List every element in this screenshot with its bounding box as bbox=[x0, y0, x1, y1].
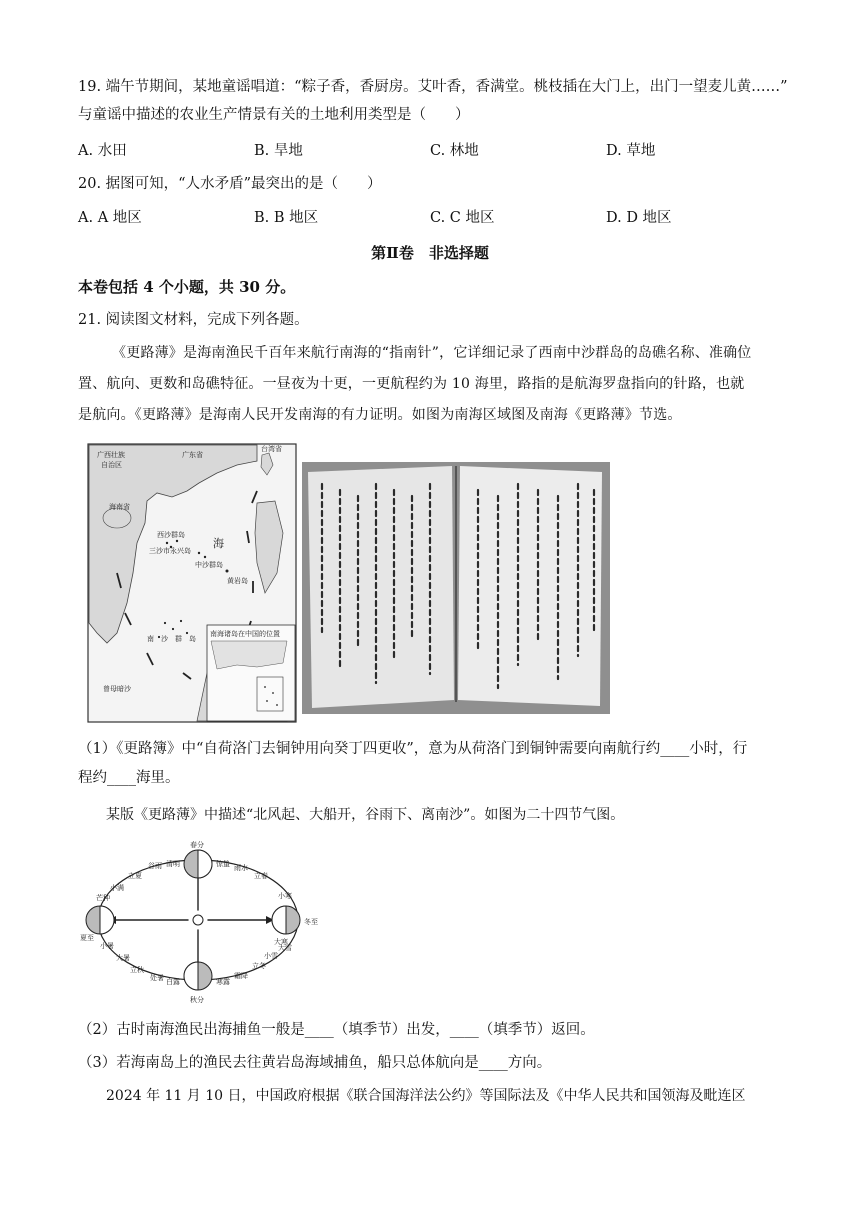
map-label-zhongsha: 中沙群岛 bbox=[195, 561, 223, 569]
q21-material-2024: 2024 年 11 月 10 日，中国政府根据《联合国海洋法公约》等国际法及《中华人民共和国领海及毗连区 bbox=[106, 1088, 746, 1104]
term-dahan: 大寒 bbox=[274, 938, 288, 946]
map-label-taiwan: 台湾省 bbox=[261, 445, 282, 453]
q21-sub3: （3）若海南岛上的渔民去往黄岩岛海域捕鱼，船只总体航向是____方向。 bbox=[78, 1055, 552, 1071]
term-liqiu: 立秋 bbox=[130, 966, 144, 974]
term-hanlu: 寒露 bbox=[216, 978, 230, 986]
q21-sub1-line2: 程约____海里。 bbox=[78, 770, 180, 786]
term-qiufen: 秋分 bbox=[190, 996, 204, 1004]
term-yushui: 雨水 bbox=[234, 864, 248, 872]
q19-option-a[interactable]: A. 水田 bbox=[78, 143, 127, 159]
term-bailu: 白露 bbox=[166, 978, 180, 986]
q21-sub2: （2）古时南海渔民出海捕鱼一般是____（填季节）出发，____（填季节）返回。 bbox=[78, 1022, 595, 1038]
map-label-sea: 海 bbox=[213, 537, 224, 550]
term-qingming: 清明 bbox=[166, 860, 180, 868]
q19-option-d[interactable]: D. 草地 bbox=[606, 143, 656, 159]
term-xiaoshu: 小暑 bbox=[100, 942, 114, 950]
term-jingzhe: 惊蛰 bbox=[216, 860, 230, 868]
map-label-yongxing: 三沙市永兴岛 bbox=[149, 547, 191, 555]
term-chunfen: 春分 bbox=[190, 841, 204, 849]
solar-terms-diagram bbox=[78, 840, 324, 1006]
section-note: 本卷包括 4 个小题，共 30 分。 bbox=[78, 278, 296, 296]
term-shuangjiang: 霜降 bbox=[234, 972, 248, 980]
q20-option-c[interactable]: C. C 地区 bbox=[430, 210, 495, 226]
q21-stem: 21. 阅读图文材料，完成下列各题。 bbox=[78, 312, 309, 328]
term-lixia: 立夏 bbox=[128, 872, 142, 880]
q21-sub1-line1: （1）《更路簿》中“自荷洛门去铜钟用向癸丁四更收”，意为从荷洛门到铜钟需要向南航行约____小时，行 bbox=[78, 741, 748, 757]
map-label-nansha: 南 沙 群 岛 bbox=[147, 635, 196, 643]
map-label-guangdong: 广东省 bbox=[182, 451, 203, 459]
section-title: 第Ⅱ卷 非选择题 bbox=[371, 244, 489, 262]
q20-option-d[interactable]: D. D 地区 bbox=[606, 210, 672, 226]
q21-material-solar-terms: 某版《更路薄》中描述“北风起、大船开，谷雨下、离南沙”。如图为二十四节气图。 bbox=[106, 807, 625, 823]
q21-material-line2: 置、航向、更数和岛礁特征。一昼夜为十更，一更航程约为 10 海里，路指的是航海罗盘指向的针路，也就 bbox=[78, 376, 745, 392]
map-label-xisha: 西沙群岛 bbox=[157, 531, 185, 539]
term-dashu: 大暑 bbox=[116, 954, 130, 962]
term-xiaoxue: 小雪 bbox=[264, 952, 278, 960]
q19-stem-line1: 19. 端午节期间，某地童谣唱道：“粽子香，香厨房。艾叶香，香满堂。桃枝插在大门上，出门一望麦儿黄……” bbox=[78, 79, 788, 95]
term-xiaohan: 小寒 bbox=[278, 892, 292, 900]
genglubu-book-photo bbox=[302, 462, 610, 714]
term-chushu: 处暑 bbox=[150, 974, 164, 982]
south-china-sea-map bbox=[87, 443, 297, 723]
term-guyu: 谷雨 bbox=[148, 862, 162, 870]
term-mangzhong: 芒种 bbox=[96, 894, 110, 902]
map-label-zengmu: 曾母暗沙 bbox=[103, 685, 131, 693]
map-label-huangyan: 黄岩岛 bbox=[227, 577, 248, 585]
q19-stem-line2: 与童谣中描述的农业生产情景有关的土地利用类型是（ ） bbox=[78, 107, 470, 123]
term-dongzhi: 冬至 bbox=[304, 918, 318, 926]
q20-option-a[interactable]: A. A 地区 bbox=[78, 210, 142, 226]
q21-material-line1: 《更路薄》是海南渔民千百年来航行南海的“指南针”，它详细记录了西南中沙群岛的岛礁名称、准确位 bbox=[112, 345, 752, 361]
term-lichun: 立春 bbox=[254, 872, 268, 880]
q20-option-b[interactable]: B. B 地区 bbox=[254, 210, 319, 226]
map-label-zizhiqu: 自治区 bbox=[101, 461, 122, 469]
term-lidong: 立冬 bbox=[252, 962, 266, 970]
term-daxue: 大雪 bbox=[278, 944, 292, 952]
q21-material-line3: 是航向。《更路薄》是海南人民开发南海的有力证明。如图为南海区域图及南海《更路薄》节选。 bbox=[78, 407, 682, 423]
q19-option-b[interactable]: B. 旱地 bbox=[254, 143, 303, 159]
map-label-hainan: 海南省 bbox=[109, 503, 130, 511]
term-xiazhi: 夏至 bbox=[80, 934, 94, 942]
term-xiaoman: 小满 bbox=[110, 884, 124, 892]
q20-stem: 20. 据图可知，“人水矛盾”最突出的是（ ） bbox=[78, 176, 382, 192]
map-inset-title: 南海诸岛在中国的位置 bbox=[210, 630, 280, 638]
q19-option-c[interactable]: C. 林地 bbox=[430, 143, 479, 159]
map-label-guangxi: 广西壮族 bbox=[97, 451, 125, 459]
